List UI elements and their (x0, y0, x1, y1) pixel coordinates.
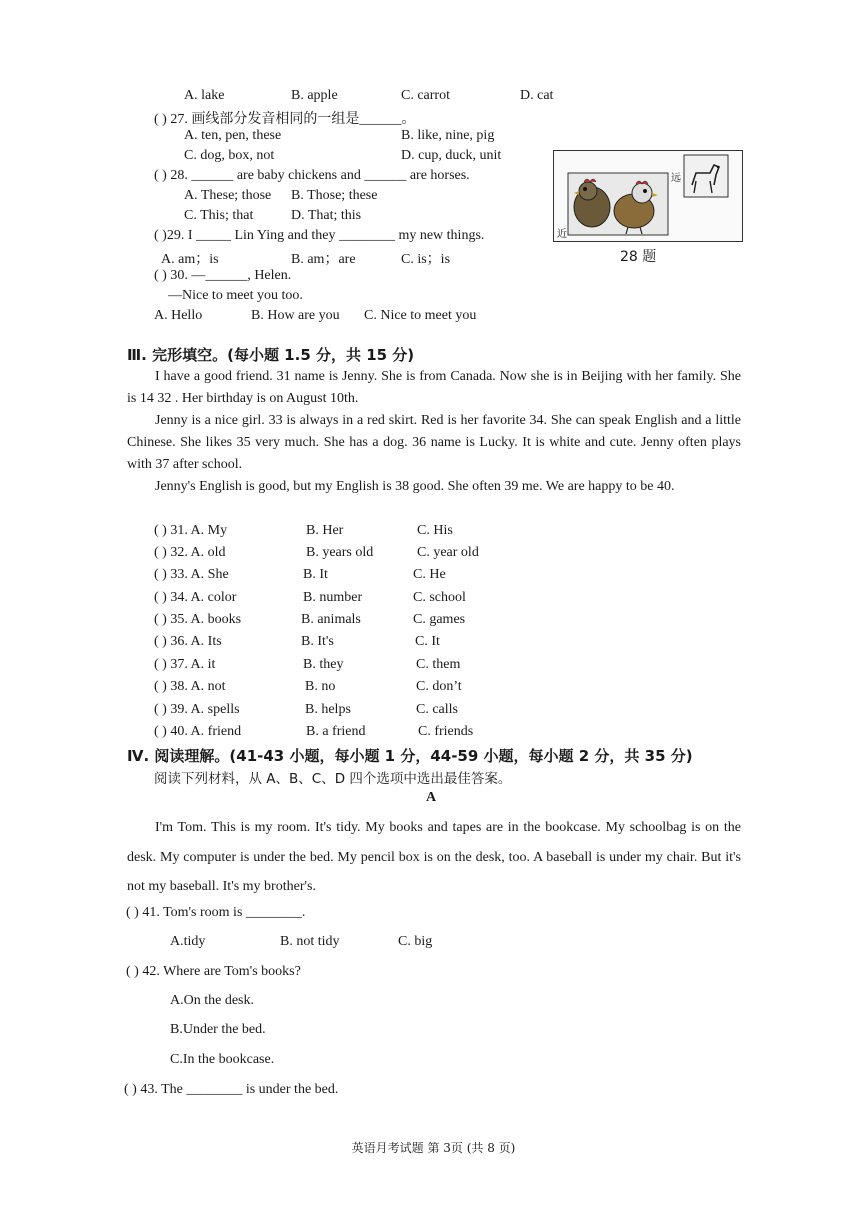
q30-stem: ( ) 30. —______, Helen. (154, 268, 292, 283)
q42-option-b: B.Under the bed. (170, 1022, 266, 1037)
q28-option-c: C. This; that (184, 208, 254, 223)
q29-option-a: A. am；is (161, 252, 219, 267)
q40-option-c: C. friends (418, 724, 474, 739)
cloze-paragraph-3: Jenny's English is good, but my English is 38 good. She often 39 me. We are happy to be 40. (155, 479, 675, 494)
q32-line: ( ) 32. A. old (154, 545, 226, 560)
q36-option-b: B. It's (301, 634, 334, 649)
q26-option-a: A. lake (184, 88, 225, 103)
q40-line: ( ) 40. A. friend (154, 724, 242, 739)
q28-option-d: D. That; this (291, 208, 362, 223)
q32-option-b: B. years old (306, 545, 374, 560)
passage-label: A (426, 790, 437, 805)
q28-figure (553, 150, 743, 242)
q41-option-b: B. not tidy (280, 934, 340, 949)
section4-heading: Ⅳ. 阅读理解。(41-43 小题，每小题 1 分，44-59 小题，每小题 2 分，共 35 分) (127, 747, 693, 765)
figure-near-label: 近 (557, 229, 567, 240)
q37-option-c: C. them (416, 657, 461, 672)
q28-figure-caption: 28 题 (620, 249, 657, 265)
q39-option-b: B. helps (305, 702, 351, 717)
figure-far-label: 远 (671, 173, 681, 184)
cloze-paragraph-2: Jenny is a nice girl. 33 is always in a red skirt. Red is her favorite 34. She can speak English and a little Chinese. She likes 35 very much. She has a dog. 36 name is Lucky. It is white and cute. Jenny often plays with 37 after school. (127, 413, 741, 472)
page-footer: 英语月考试题 第 3页 (共 8 页) (351, 1141, 516, 1155)
q37-option-b: B. they (303, 657, 344, 672)
chickens-horses-illustration (554, 151, 742, 241)
q27-option-b: B. like, nine, pig (401, 128, 495, 143)
q36-option-c: C. It (415, 634, 440, 649)
q33-line: ( ) 33. A. She (154, 567, 229, 582)
q26-option-d: D. cat (520, 88, 554, 103)
section4-instruction: 阅读下列材料，从 A、B、C、D 四个选项中选出最佳答案。 (154, 771, 512, 787)
q41-option-a: A.tidy (170, 934, 206, 949)
q32-option-c: C. year old (417, 545, 479, 560)
q37-line: ( ) 37. A. it (154, 657, 216, 672)
q38-option-b: B. no (305, 679, 336, 694)
q28-option-b: B. Those; these (291, 188, 378, 203)
q27-option-a: A. ten, pen, these (184, 128, 282, 143)
q28-option-a: A. These; those (184, 188, 272, 203)
q27-stem: ( ) 27. 画线部分发音相同的一组是______。 (154, 112, 416, 127)
q35-option-b: B. animals (301, 612, 361, 627)
q31-option-c: C. His (417, 523, 453, 538)
q41-option-c: C. big (398, 934, 433, 949)
q34-option-b: B. number (303, 590, 363, 605)
reading-passage-a: I'm Tom. This is my room. It's tidy. My books and tapes are in the bookcase. My schoolbag is on the desk. My computer is under the bed. My pencil box is on the desk, too. A baseball is under my chair. But it's not my baseball. It's my brother's. (127, 820, 741, 894)
q41-stem: ( ) 41. Tom's room is ________. (126, 905, 306, 920)
q42-option-a: A.On the desk. (170, 993, 254, 1008)
q28-stem: ( ) 28. ______ are baby chickens and ______ are horses. (154, 168, 470, 183)
q26-option-b: B. apple (291, 88, 338, 103)
q39-option-c: C. calls (416, 702, 458, 717)
q31-line: ( ) 31. A. My (154, 523, 228, 538)
q27-option-d: D. cup, duck, unit (401, 148, 502, 163)
q36-line: ( ) 36. A. Its (154, 634, 222, 649)
q42-stem: ( ) 42. Where are Tom's books? (126, 964, 301, 979)
q42-option-c: C.In the bookcase. (170, 1052, 275, 1067)
q30-option-c: C. Nice to meet you (364, 308, 477, 323)
q30-reply: —Nice to meet you too. (168, 288, 303, 303)
q27-option-c: C. dog, box, not (184, 148, 275, 163)
q35-option-c: C. games (413, 612, 466, 627)
q30-option-b: B. How are you (251, 308, 340, 323)
q29-option-c: C. is；is (401, 252, 451, 267)
q26-option-c: C. carrot (401, 88, 450, 103)
q33-option-c: C. He (413, 567, 446, 582)
section3-heading: Ⅲ. 完形填空。(每小题 1.5 分，共 15 分) (127, 346, 415, 364)
q31-option-b: B. Her (306, 523, 344, 538)
q38-option-c: C. don’t (416, 679, 462, 694)
q33-option-b: B. It (303, 567, 328, 582)
q43-stem: ( ) 43. The ________ is under the bed. (124, 1082, 339, 1097)
q34-option-c: C. school (413, 590, 466, 605)
q29-stem: ( )29. I _____ Lin Ying and they ________ my new things. (154, 228, 485, 243)
q40-option-b: B. a friend (306, 724, 366, 739)
cloze-paragraph-1: I have a good friend. 31 name is Jenny. She is from Canada. Now she is in Beijing with her family. She is 14 32 . Her birthday is on August 10th. (127, 369, 741, 406)
q38-line: ( ) 38. A. not (154, 679, 226, 694)
q34-line: ( ) 34. A. color (154, 590, 237, 605)
q30-option-a: A. Hello (154, 308, 203, 323)
q39-line: ( ) 39. A. spells (154, 702, 240, 717)
q29-option-b: B. am；are (291, 252, 356, 267)
q35-line: ( ) 35. A. books (154, 612, 242, 627)
